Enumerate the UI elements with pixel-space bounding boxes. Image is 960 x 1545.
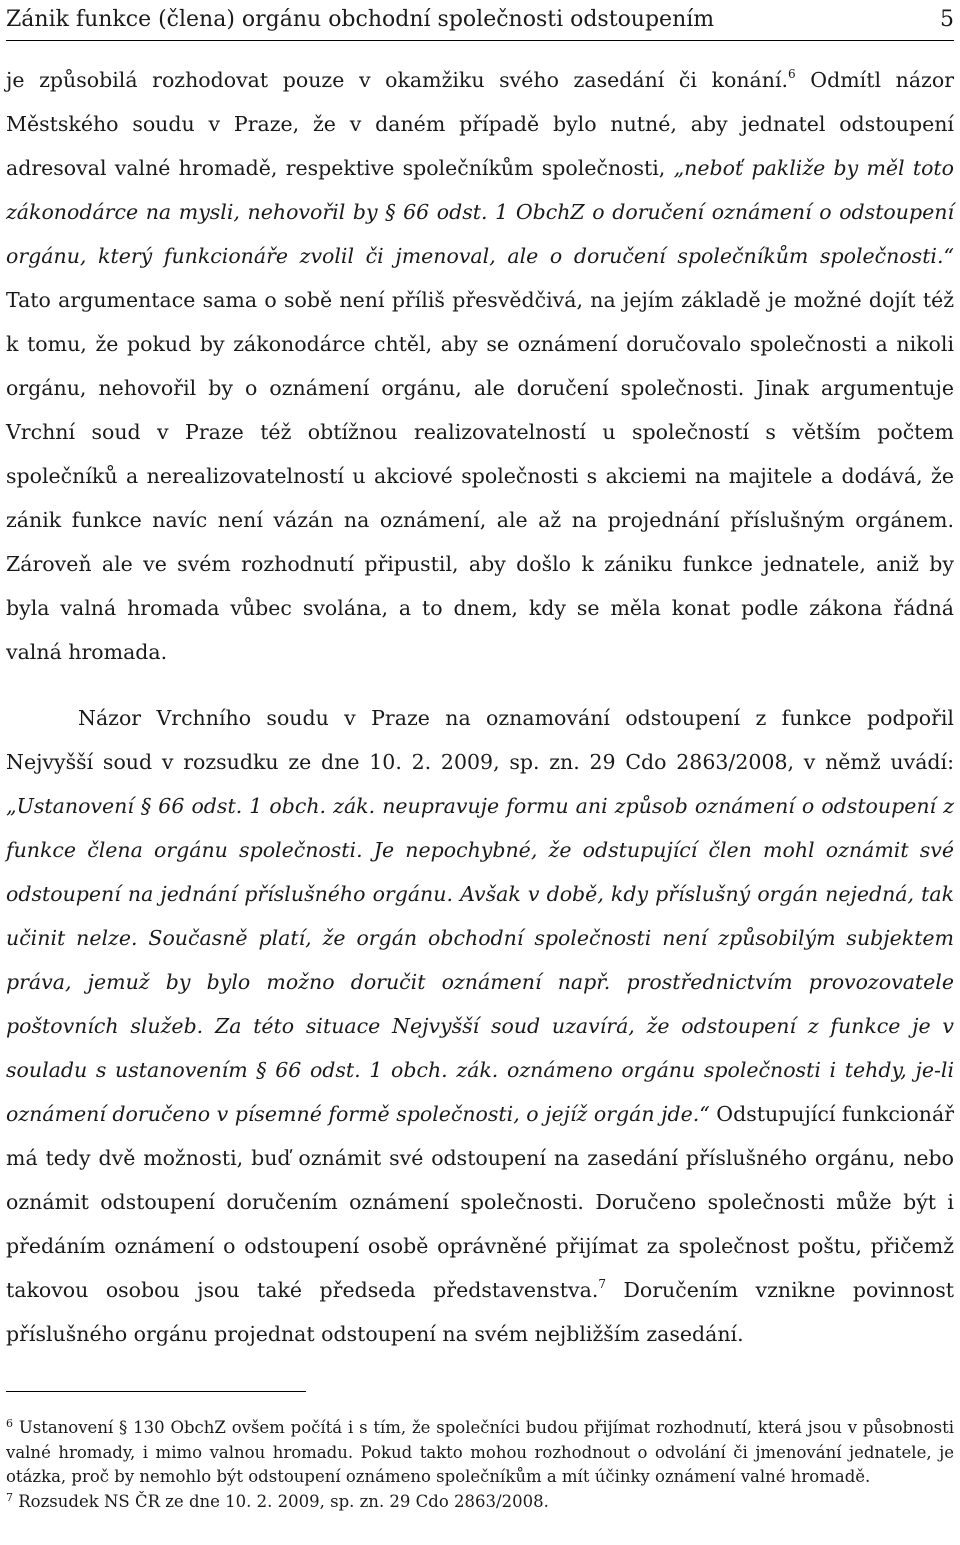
footnote-ref-6[interactable]: 6 xyxy=(788,67,796,81)
header-title: Zánik funkce (člena) orgánu obchodní společnosti odstoupením xyxy=(6,7,715,32)
footnote-text: Rozsudek NS ČR ze dne 10. 2. 2009, sp. zn. 29 Cdo 2863/2008. xyxy=(18,1491,549,1511)
p1-text-start: je způsobilá rozhodovat pouze v okamžiku svého zasedání či konání. xyxy=(6,68,789,92)
footnote-ref-7[interactable]: 7 xyxy=(598,1277,606,1291)
footnote-6 xyxy=(6,1416,954,1490)
p2-quote: „Ustanovení § 66 odst. 1 obch. zák. neupravuje formu ani způsob oznámení o odstoupení z funkce člena orgánu společnosti. Je nepochybné, že odstupující člen mohl oznámit své odstoupení na jednání příslušného orgánu. Avšak v době, kdy příslušný orgán nejedná, tak učinit nelze. Současně platí, že orgán obchodní společnosti není způsobilým subjektem práva, jemuž by bylo možno doručit oznámení např. prostřednictvím provozovatele poštovních služeb. Za této situace Nejvyšší soud uzavírá, že odstoupení z funkce je v souladu s ustanovením § 66 odst. 1 obch. zák. oznámeno orgánu společnosti i tehdy, je-li oznámení doručeno v písemné formě společnosti, o jejíž orgán jde.“ xyxy=(6,794,954,1126)
paragraph-2 xyxy=(6,696,954,1356)
p1-quote: „neboť pakliže by měl toto zákonodárce na mysli, nehovořil by § 66 odst. 1 ObchZ o doručení oznámení o odstoupení orgánu, který funkcionáře zvolil či jmenoval, ale o doručení společníkům společnosti.“ xyxy=(6,156,954,268)
running-header xyxy=(6,0,954,41)
p1-text-court-opinion: Odmítl názor Městského soudu v Praze, že v daném případě bylo nutné, aby jednatel odstoupení adresoval valné hromadě, respektive společníkům společnosti, xyxy=(6,68,954,180)
footnote-separator xyxy=(6,1391,306,1392)
p2-text-end: Doručením vznikne povinnost příslušného orgánu projednat odstoupení na svém nejbližším zasedání. xyxy=(6,1278,954,1346)
p2-text-options: Odstupující funkcionář má tedy dvě možnosti, buď oznámit své odstoupení na zasedání příslušného orgánu, nebo oznámit odstoupení doručením oznámení společnosti. Doručeno společnosti může být i předáním oznámení o odstoupení osobě oprávněné přijímat za společnost poštu, přičemž takovou osobou jsou také předseda představenstva. xyxy=(6,1102,954,1302)
footnotes xyxy=(6,1416,954,1514)
footnote-number: 7 xyxy=(6,1490,13,1504)
footnote-number: 6 xyxy=(6,1417,13,1430)
p1-text-argument: Tato argumentace sama o sobě není příliš přesvědčivá, na jejím základě je možné dojít též k tomu, že pokud by zákonodárce chtěl, aby se oznámení doručovalo společnosti a nikoli orgánu, nehovořil by o oznámení orgánu, ale doručení společnosti. Jinak argumentuje Vrchní soud v Praze též obtížnou realizovatelností u společností s větším počtem společníků a nerealizovatelností u akciové společnosti s akciemi na majitele a dodává, že zánik funkce navíc není vázán na oznámení, ale až na projednání příslušným orgánem. Zároveň ale ve svém rozhodnutí připustil, aby došlo k zániku funkce jednatele, aniž by byla valná hromada vůbec svolána, a to dnem, kdy se měla konat podle zákona řádná valná hromada. xyxy=(6,288,954,664)
page-number: 5 xyxy=(940,7,954,32)
footnote-7 xyxy=(6,1490,954,1515)
p2-text-start: Názor Vrchního soudu v Praze na oznamování odstoupení z funkce podpořil Nejvyšší soud v rozsudku ze dne 10. 2. 2009, sp. zn. 29 Cdo 2863/2008, v němž uvádí: xyxy=(6,706,954,774)
footnote-text: Ustanovení § 130 ObchZ ovšem počítá i s tím, že společníci budou přijímat rozhodnutí, která jsou v působnosti valné hromady, i mimo valnou hromadu. Pokud takto mohou rozhodnout o odvolání či jmenování jednatele, je otázka, proč by nemohlo být odstoupení oznámeno společníkům a mít účinky oznámení valné hromadě. xyxy=(6,1418,954,1486)
main-text xyxy=(6,58,954,1356)
paragraph-1 xyxy=(6,58,954,674)
